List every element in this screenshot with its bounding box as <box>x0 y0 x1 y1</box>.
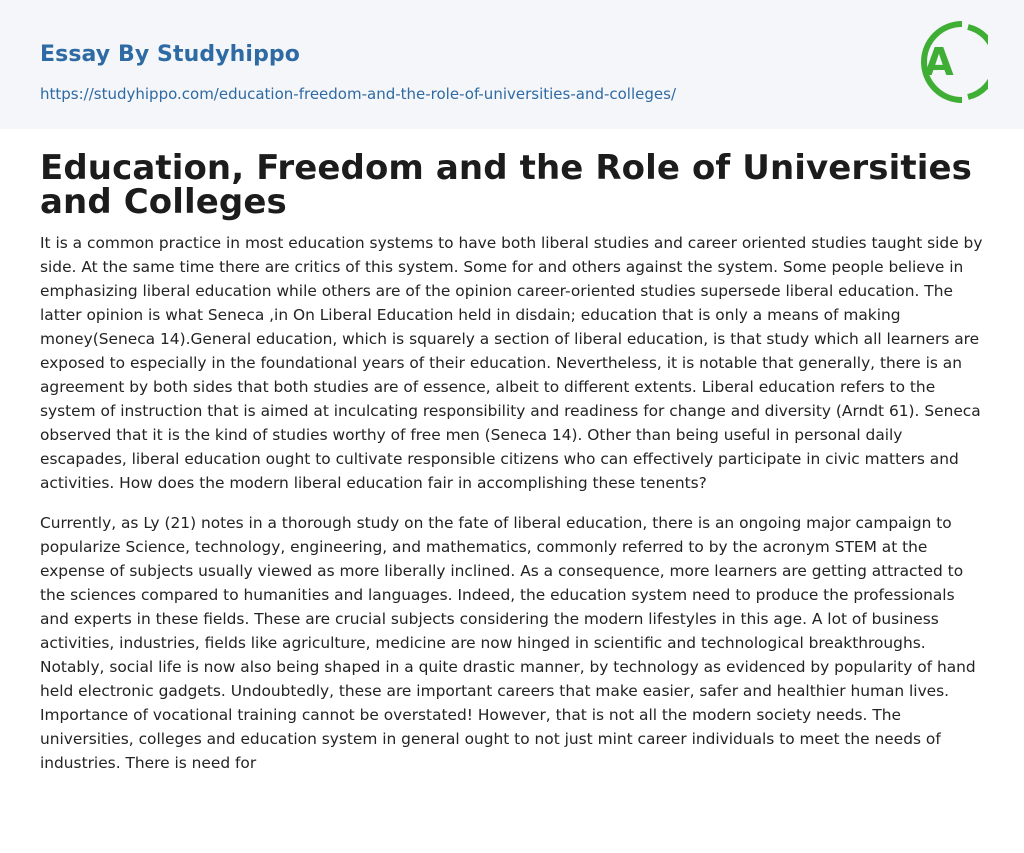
logo-ring-right <box>968 27 988 97</box>
site-title[interactable]: Essay By Studyhippo <box>40 42 300 67</box>
site-header <box>0 0 1024 129</box>
article-title: Education, Freedom and the Role of Universities and Colleges <box>40 148 972 222</box>
logo-letter: A <box>924 40 954 84</box>
article-paragraph: It is a common practice in most education systems to have both liberal studies and career oriented studies taught side by side. At the same time there are critics of this system. Some for and others against the system. Some people believe in emphasizing liberal education while others are of the opinion career-oriented studies supersede liberal education. The latter opinion is what Seneca ,in On Liberal Education held in disdain; education that is only a means of making money(Seneca 14).General education, which is squarely a section of liberal education, is that study which all learners are exposed to especially in the foundational years of their education. Nevertheless, it is notable that generally, there is an agreement by both sides that both studies are of essence, albeit to different extents. Liberal education refers to the system of instruction that is aimed at inculcating responsibility and readiness for change and diversity (Arndt 61). Seneca observed that it is the kind of studies worthy of free men (Seneca 14). Other than being useful in personal daily escapades, liberal education ought to cultivate responsible citizens who can effectively participate in civic matters and activities. How does the modern liberal education fair in accomplishing these tenents? <box>40 234 983 492</box>
studyhippo-logo-icon[interactable] <box>912 18 988 106</box>
article-body <box>0 148 1024 775</box>
article-paragraph: Currently, as Ly (21) notes in a thorough study on the fate of liberal education, there is an ongoing major campaign to popularize Science, technology, engineering, and mathematics, commonly referred to by the acronym STEM at the expense of subjects usually viewed as more liberally inclined. As a consequence, more learners are getting attracted to the sciences compared to humanities and languages. Indeed, the education system need to produce the professionals and experts in these fields. These are crucial subjects considering the modern lifestyles in this age. A lot of business activities, industries, fields like agriculture, medicine are now hinged in scientific and technological breakthroughs. Notably, social life is now also being shaped in a quite drastic manner, by technology as evidenced by popularity of hand held electronic gadgets. Undoubtedly, these are important careers that make easier, safer and healthier human lives. Importance of vocational training cannot be overstated! However, that is not all the modern society needs. The universities, colleges and education system in general ought to not just mint career individuals to meet the needs of industries. There is need for <box>40 514 976 772</box>
article-url-link[interactable]: https://studyhippo.com/education-freedom-and-the-role-of-universities-and-colleges/ <box>40 85 676 103</box>
